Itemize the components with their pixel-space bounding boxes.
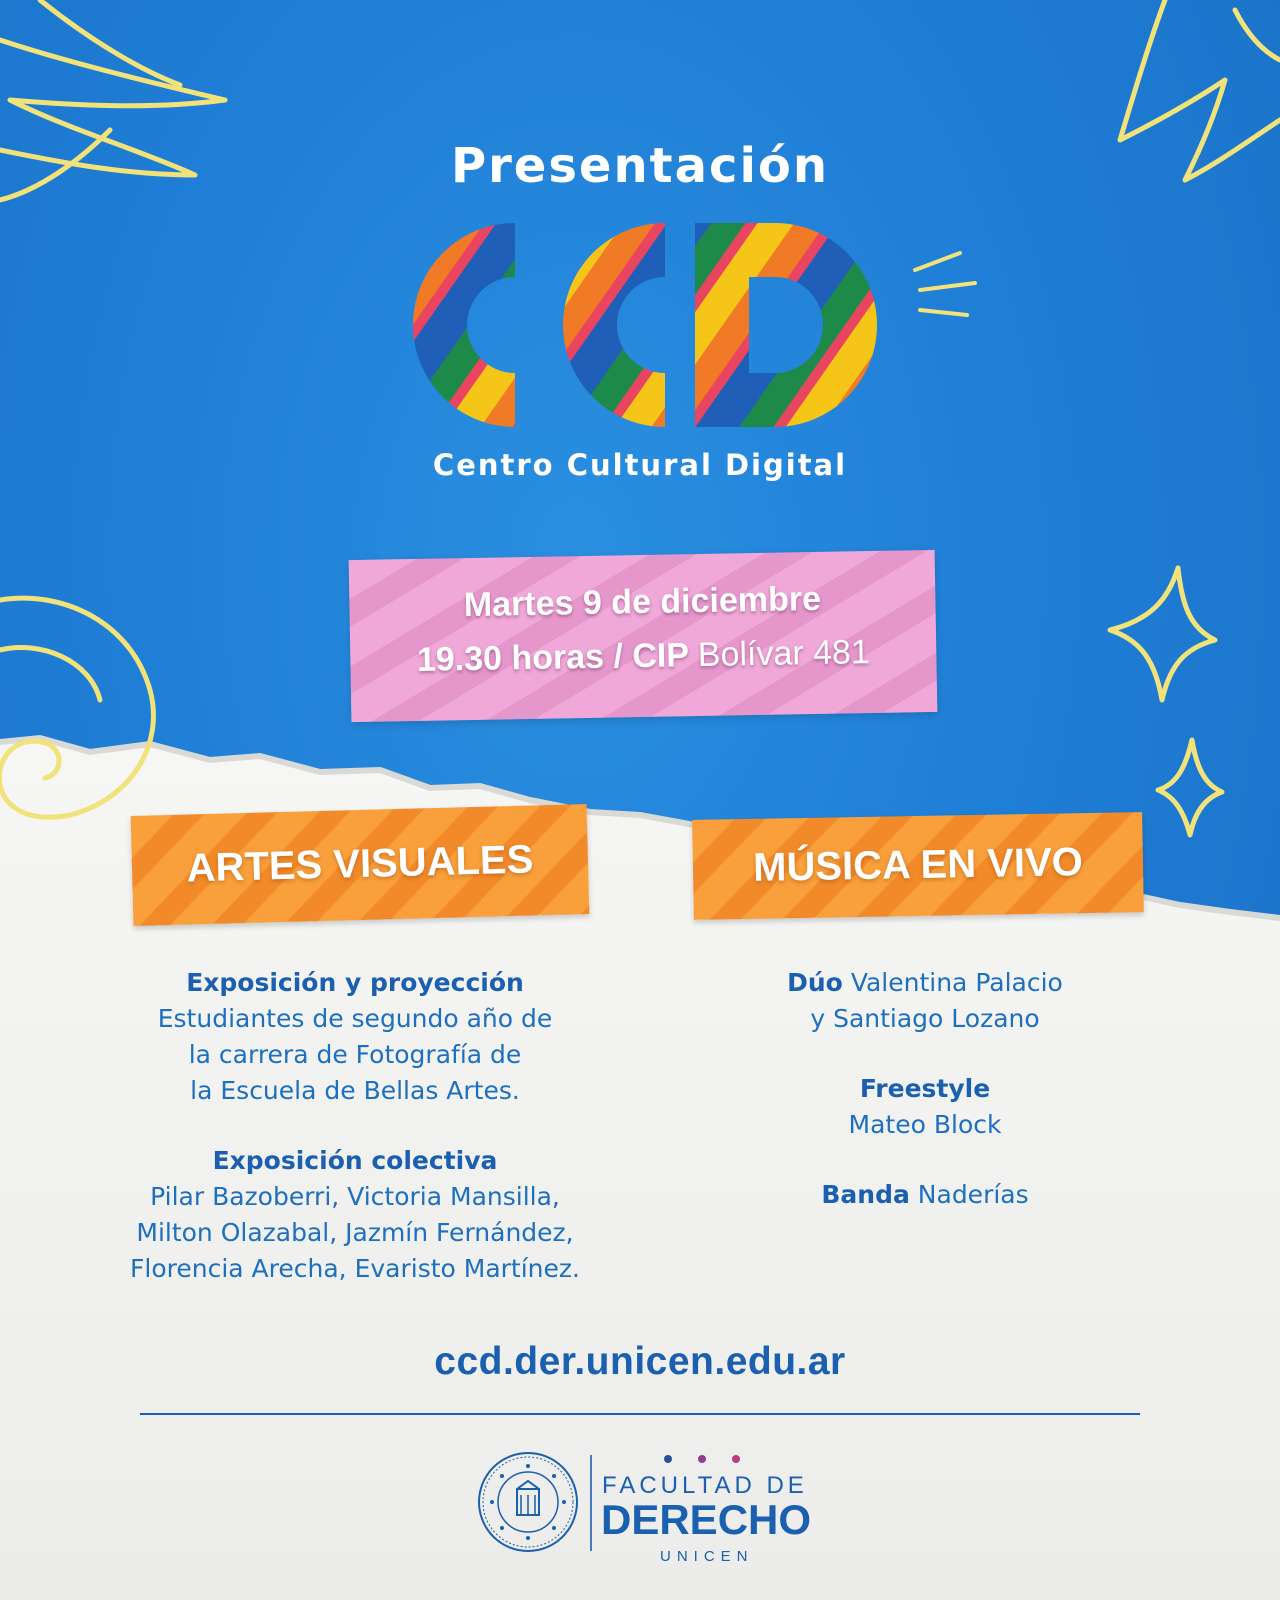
- event-time-place: [350, 632, 937, 681]
- event-date-box: [349, 550, 938, 722]
- music-item: [680, 1177, 1170, 1213]
- musica-en-vivo-details: [680, 965, 1170, 1213]
- faculty-name-line2: DERECHO: [601, 1496, 812, 1543]
- exhibition-line: Estudiantes de segundo año de: [157, 1004, 553, 1033]
- music-item: [680, 965, 1170, 1001]
- music-item-performer: Naderías: [917, 1180, 1029, 1209]
- artes-visuales-banner: [131, 804, 590, 926]
- faculty-university: UNICEN: [660, 1548, 754, 1565]
- music-item-performer: y Santiago Lozano: [810, 1004, 1040, 1033]
- music-item-performer: Valentina Palacio: [850, 968, 1063, 997]
- sparkle-doodle-icon: [1110, 568, 1222, 835]
- logo-subtitle: Centro Cultural Digital: [432, 448, 848, 482]
- music-item-type: Banda: [821, 1180, 910, 1209]
- footer-divider: [140, 1413, 1140, 1415]
- university-seal-icon: [477, 1451, 579, 1553]
- website-link[interactable]: ccd.der.unicen.edu.ar: [434, 1340, 846, 1383]
- musica-en-vivo-title: MÚSICA EN VIVO: [752, 840, 1084, 890]
- artists-line: Florencia Arecha, Evaristo Martínez.: [130, 1254, 580, 1283]
- collective-exhibition-heading: Exposición colectiva: [212, 1146, 498, 1175]
- exhibition-heading: Exposición y proyección: [186, 968, 524, 997]
- artists-line: Pilar Bazoberri, Victoria Mansilla,: [150, 1182, 560, 1211]
- logo-accent-lines-icon: [905, 245, 995, 325]
- exhibition-line: la carrera de Fotografía de: [188, 1040, 522, 1069]
- ccd-logo: [375, 215, 935, 435]
- artes-visuales-title: ARTES VISUALES: [186, 837, 534, 891]
- page-title: Presentación: [450, 138, 830, 194]
- faculty-dots-icon: [664, 1452, 744, 1466]
- artes-visuales-details: [60, 965, 650, 1287]
- music-item-type: Dúo: [787, 968, 843, 997]
- faculty-name-line1: FACULTAD DE: [602, 1472, 808, 1499]
- event-date: Martes 9 de diciembre: [463, 579, 822, 625]
- artists-line: Milton Olazabal, Jazmín Fernández,: [136, 1218, 574, 1247]
- spiral-doodle-icon: [0, 598, 153, 817]
- music-item-type: Freestyle: [859, 1074, 991, 1103]
- event-time-venue: 19.30 horas / CIP: [416, 636, 689, 679]
- music-item-performer: Mateo Block: [848, 1110, 1002, 1139]
- musica-en-vivo-banner: [692, 812, 1144, 920]
- exhibition-line: la Escuela de Bellas Artes.: [190, 1076, 520, 1105]
- event-address: Bolívar 481: [697, 633, 871, 675]
- footer-vertical-separator: [590, 1455, 592, 1551]
